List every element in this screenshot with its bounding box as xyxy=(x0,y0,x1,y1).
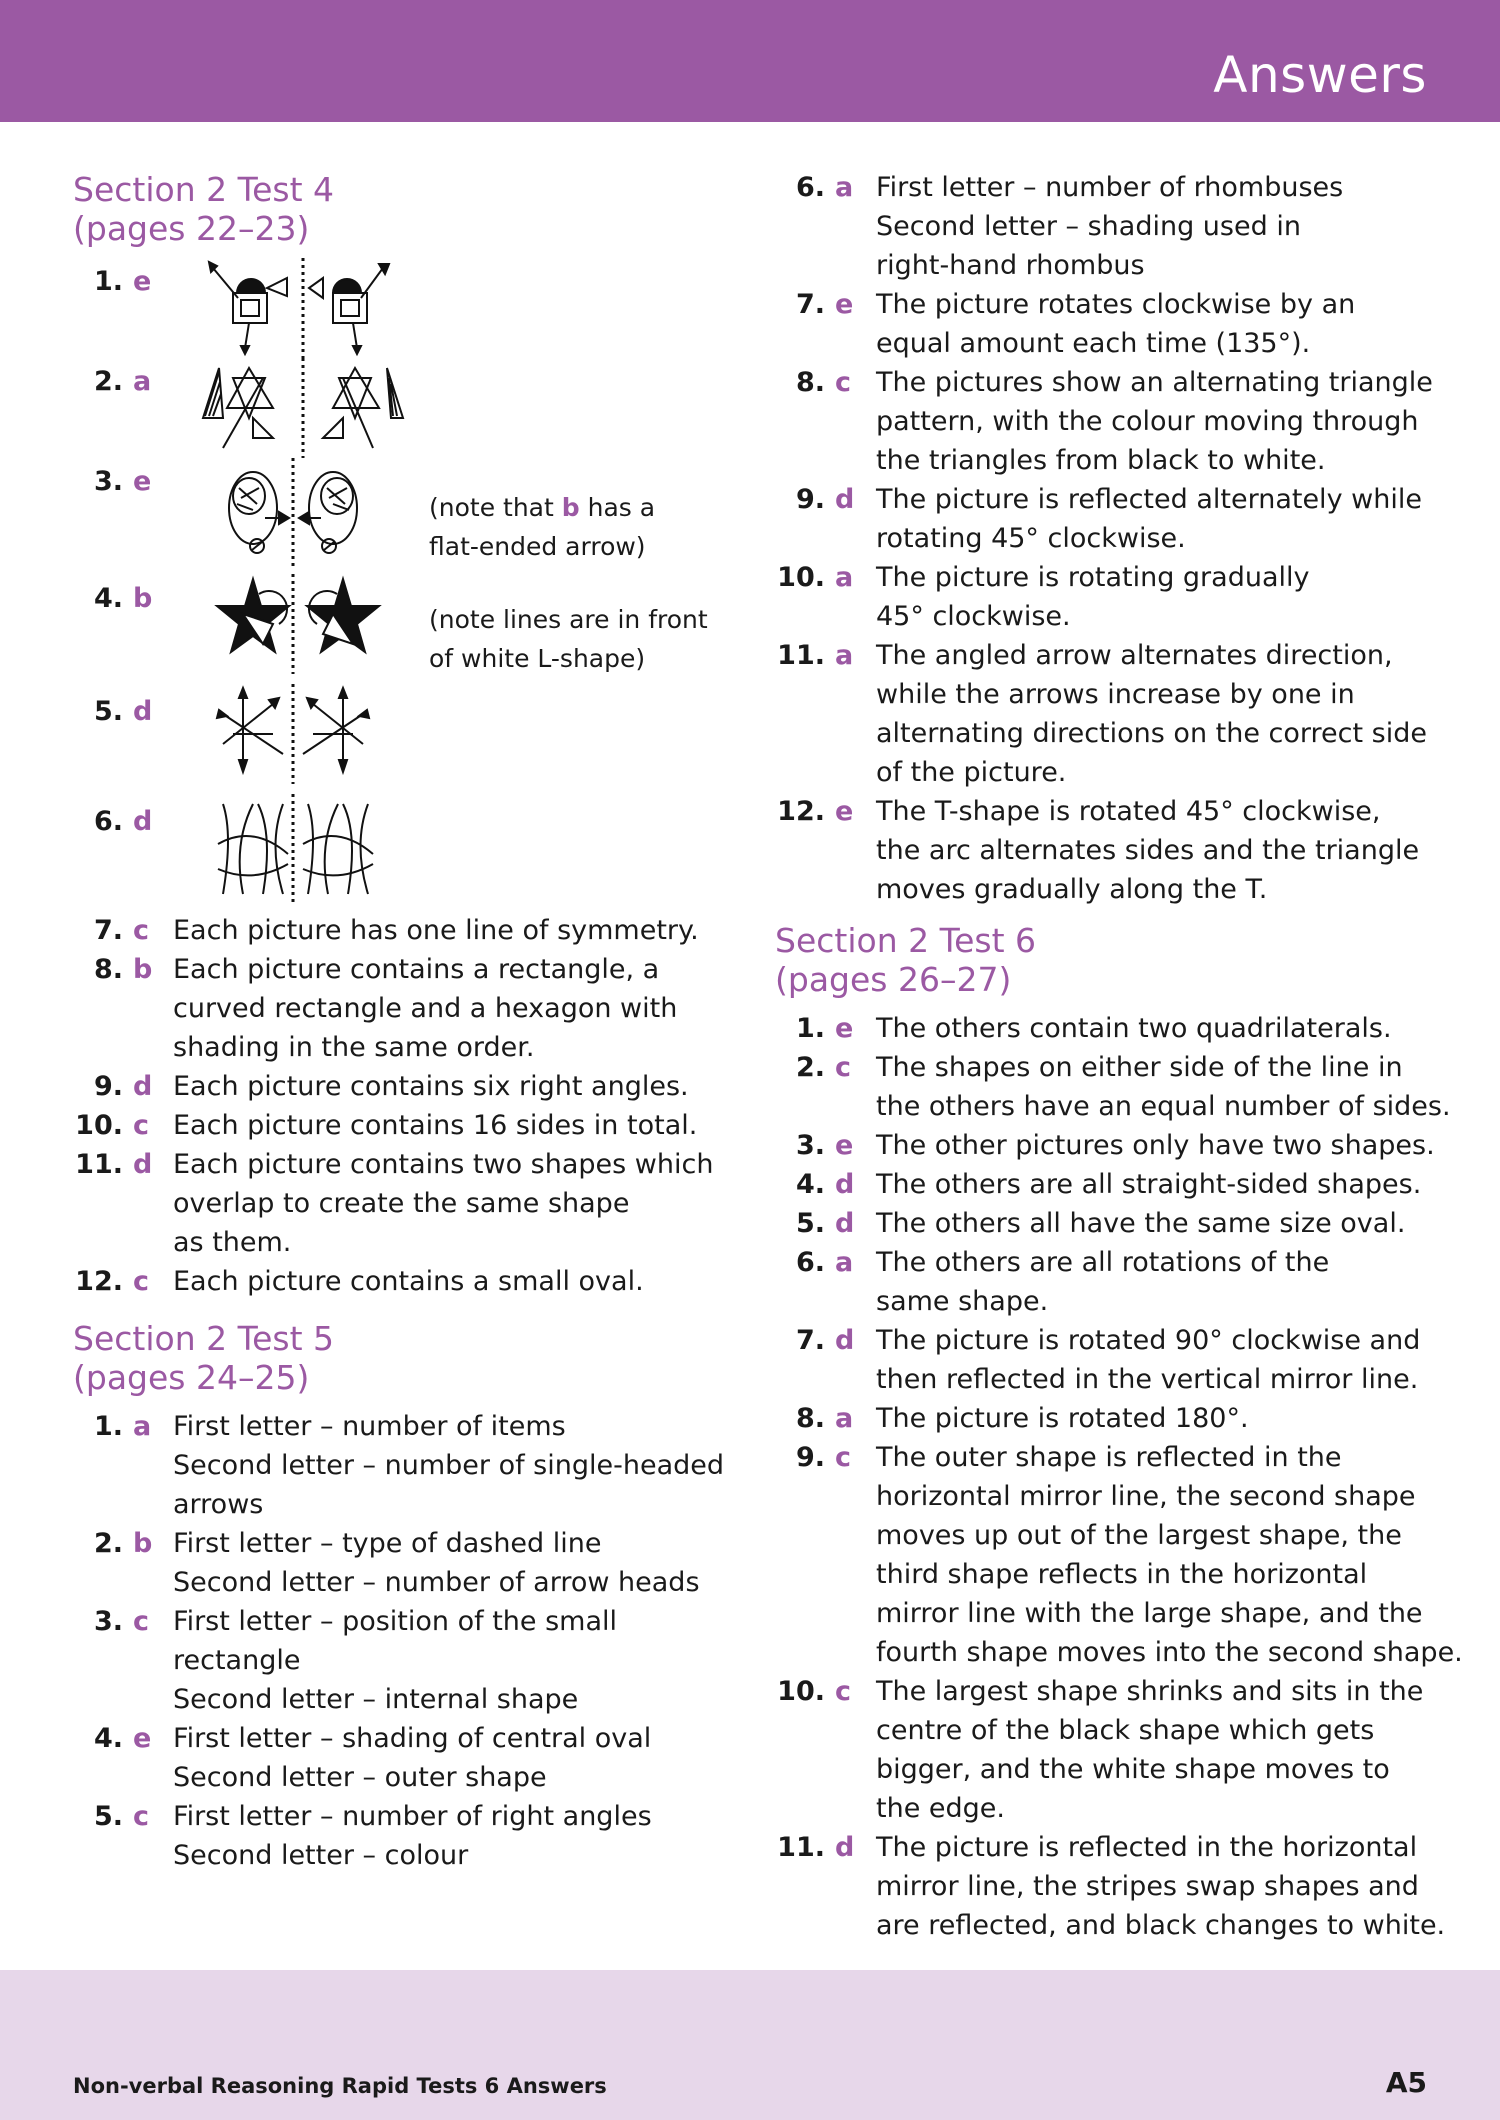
figure-pair-3 xyxy=(213,458,413,568)
answer-item: 5. d The others all have the same size oval. xyxy=(795,1208,1406,1239)
header-bar xyxy=(0,0,1500,122)
answer-item: 5. c First letter – number of right angles Second letter – colour xyxy=(93,1801,652,1871)
answer-item: 7. c Each picture has one line of symmetry. xyxy=(93,915,699,946)
answer-item: 6. a First letter – number of rhombuses Second letter – shading used in right-hand rhombus xyxy=(795,172,1344,281)
test6-answers xyxy=(775,1009,1463,1945)
answer-item: 8. c The pictures show an alternating triangle pattern, with the colour moving through the triangles from black to white. xyxy=(795,367,1433,476)
figure-pair-2 xyxy=(183,358,493,458)
figure-pair-5 xyxy=(213,684,413,784)
figure-note-3: (note that b has a flat-ended arrow) xyxy=(429,493,656,561)
left-column xyxy=(73,170,725,1875)
answer-item: 1. e The others contain two quadrilaterals. xyxy=(795,1013,1392,1044)
test5-answers-continued xyxy=(775,168,1435,909)
answer-item: 10. c The largest shape shrinks and sits in the centre of the black shape which gets bigger, and the white shape moves to the edge. xyxy=(777,1676,1424,1824)
footer-bar xyxy=(0,1970,1500,2120)
answer-item: 6. d xyxy=(93,806,153,837)
test4-figure-answers xyxy=(73,258,713,911)
answer-item: 9. c The outer shape is reflected in the horizontal mirror line, the second shape moves up out of the largest shape, the third shape reflects in the horizontal mirror line with the large shape, and the fourth shape moves into the second shape. xyxy=(795,1442,1463,1668)
answer-item: 3. e xyxy=(93,466,152,497)
answer-item: 2. b First letter – type of dashed line Second letter – number of arrow heads xyxy=(93,1528,700,1598)
figure-pair-4 xyxy=(213,574,413,674)
page-number: A5 xyxy=(1385,2066,1427,2099)
answer-item: 5. d xyxy=(93,696,153,727)
answer-item: 1. a First letter – number of items Second letter – number of single-headed arrows xyxy=(93,1411,725,1520)
figure-pair-1 xyxy=(193,258,493,358)
answer-item: 8. b Each picture contains a rectangle, a curved rectangle and a hexagon with shading in the same order. xyxy=(93,954,678,1063)
answer-item: 11. a The angled arrow alternates direction, while the arrows increase by one in alternating directions on the correct side of the picture. xyxy=(777,640,1427,788)
answer-item: 2. c The shapes on either side of the line in the others have an equal number of sides. xyxy=(795,1052,1451,1122)
section-title-test4: Section 2 Test 4 (pages 22–23) xyxy=(73,170,335,248)
answer-item: 12. e The T-shape is rotated 45° clockwise, the arc alternates sides and the triangle moves gradually along the T. xyxy=(777,796,1420,905)
answer-item: 1. e xyxy=(93,266,152,297)
answer-item: 7. e The picture rotates clockwise by an equal amount each time (135°). xyxy=(795,289,1356,359)
answer-item: 7. d The picture is rotated 90° clockwise and then reflected in the vertical mirror line. xyxy=(795,1325,1421,1395)
figure-pair-6 xyxy=(213,794,413,904)
section-title-test6: Section 2 Test 6 (pages 26–27) xyxy=(775,921,1037,999)
page-title: Answers xyxy=(1213,46,1427,104)
section-title-test5: Section 2 Test 5 (pages 24–25) xyxy=(73,1319,335,1397)
answer-item: 9. d The picture is reflected alternately while rotating 45° clockwise. xyxy=(795,484,1422,554)
answer-item: 9. d Each picture contains six right angles. xyxy=(93,1071,689,1102)
test4-text-answers xyxy=(73,911,713,1301)
figure-note-4: (note lines are in front of white L-shape) xyxy=(429,605,708,673)
answer-item: 4. d The others are all straight-sided shapes. xyxy=(795,1169,1422,1200)
answer-item: 6. a The others are all rotations of the same shape. xyxy=(795,1247,1330,1317)
right-column xyxy=(775,168,1463,1945)
answer-item: 10. a The picture is rotating gradually 45° clockwise. xyxy=(777,562,1310,632)
answer-item: 11. d The picture is reflected in the horizontal mirror line, the stripes swap shapes and are reflected, and black changes to white. xyxy=(777,1832,1446,1941)
answer-item: 2. a xyxy=(93,366,152,397)
footer-title: Non-verbal Reasoning Rapid Tests 6 Answers xyxy=(73,2074,607,2098)
answer-item: 10. c Each picture contains 16 sides in total. xyxy=(75,1110,698,1141)
answer-item: 4. e First letter – shading of central oval Second letter – outer shape xyxy=(93,1723,652,1793)
answer-item: 11. d Each picture contains two shapes which overlap to create the same shape as them. xyxy=(75,1149,714,1258)
answer-item: 12. c Each picture contains a small oval. xyxy=(75,1266,644,1297)
answer-item: 4. b xyxy=(93,583,153,614)
answer-item: 8. a The picture is rotated 180°. xyxy=(795,1403,1249,1434)
answer-item: 3. e The other pictures only have two shapes. xyxy=(795,1130,1435,1161)
answer-item: 3. c First letter – position of the small rectangle Second letter – internal shape xyxy=(93,1606,618,1715)
test5-answers xyxy=(73,1407,725,1875)
